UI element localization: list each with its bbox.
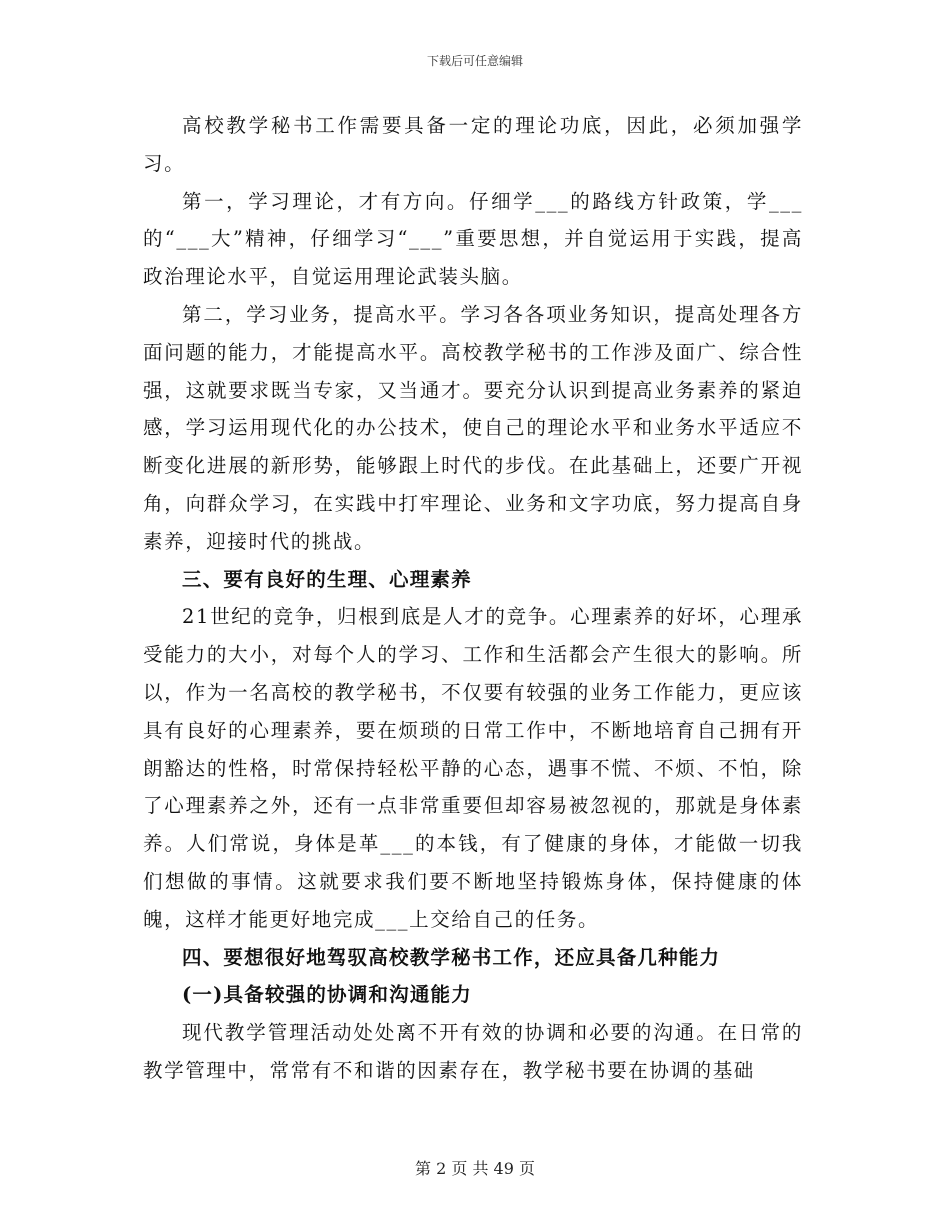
section-heading-4: 四、要想很好地驾驭高校教学秘书工作，还应具备几种能力 bbox=[182, 945, 721, 969]
section-heading-3: 三、要有良好的生理、心理素养 bbox=[182, 567, 472, 591]
subsection-heading-4-1: (一)具备较强的协调和沟通能力 bbox=[182, 983, 472, 1007]
page-header: 下载后可任意编辑 bbox=[426, 54, 523, 68]
paragraph-coordination: 现代教学管理活动处处离不开有效的协调和必要的沟通。在日常的教学管理中，常常有不和谐的因素存在，教学秘书要在协调的基础 bbox=[143, 1021, 803, 1082]
document-body bbox=[143, 107, 803, 1090]
paragraph-psychology: 21世纪的竞争，归根到底是人才的竞争。心理素养的好坏，心理承受能力的大小，对每个人的学习、工作和生活都会产生很大的影响。所以，作为一名高校的教学秘书，不仅要有较强的业务工作能力，更应该具有良好的心理素养，要在烦琐的日常工作中，不断地培育自己拥有开朗豁达的性格，时常保持轻松平静的心态，遇事不慌、不烦、不怕，除了心理素养之外，还有一点非常重要但却容易被忽视的，那就是身体素养。人们常说，身体是革___的本钱，有了健康的身体，才能做一切我们想做的事情。这就要求我们要不断地坚持锻炼身体，保持健康的体魄，这样才能更好地完成___上交给自己的任务。 bbox=[143, 605, 803, 931]
paragraph-study-theory: 第一，学习理论，才有方向。仔细学___的路线方针政策，学___的“___大”精神，仔细学习“___”重要思想，并自觉运用于实践，提高政治理论水平，自觉运用理论武装头脑。 bbox=[143, 189, 803, 289]
paragraph-study-business: 第二，学习业务，提高水平。学习各各项业务知识，提高处理各方面问题的能力，才能提高水平。高校教学秘书的工作涉及面广、综合性强，这就要求既当专家，又当通才。要充分认识到提高业务素养的紧迫感，学习运用现代化的办公技术，使自己的理论水平和业务水平适应不断变化进展的新形势，能够跟上时代的步伐。在此基础上，还要广开视角，向群众学习，在实践中打牢理论、业务和文字功底，努力提高自身素养，迎接时代的挑战。 bbox=[143, 302, 803, 553]
page-footer: 第 2 页 共 49 页 bbox=[415, 1159, 535, 1178]
paragraph-study-intro: 高校教学秘书工作需要具备一定的理论功底，因此，必须加强学习。 bbox=[143, 114, 803, 175]
